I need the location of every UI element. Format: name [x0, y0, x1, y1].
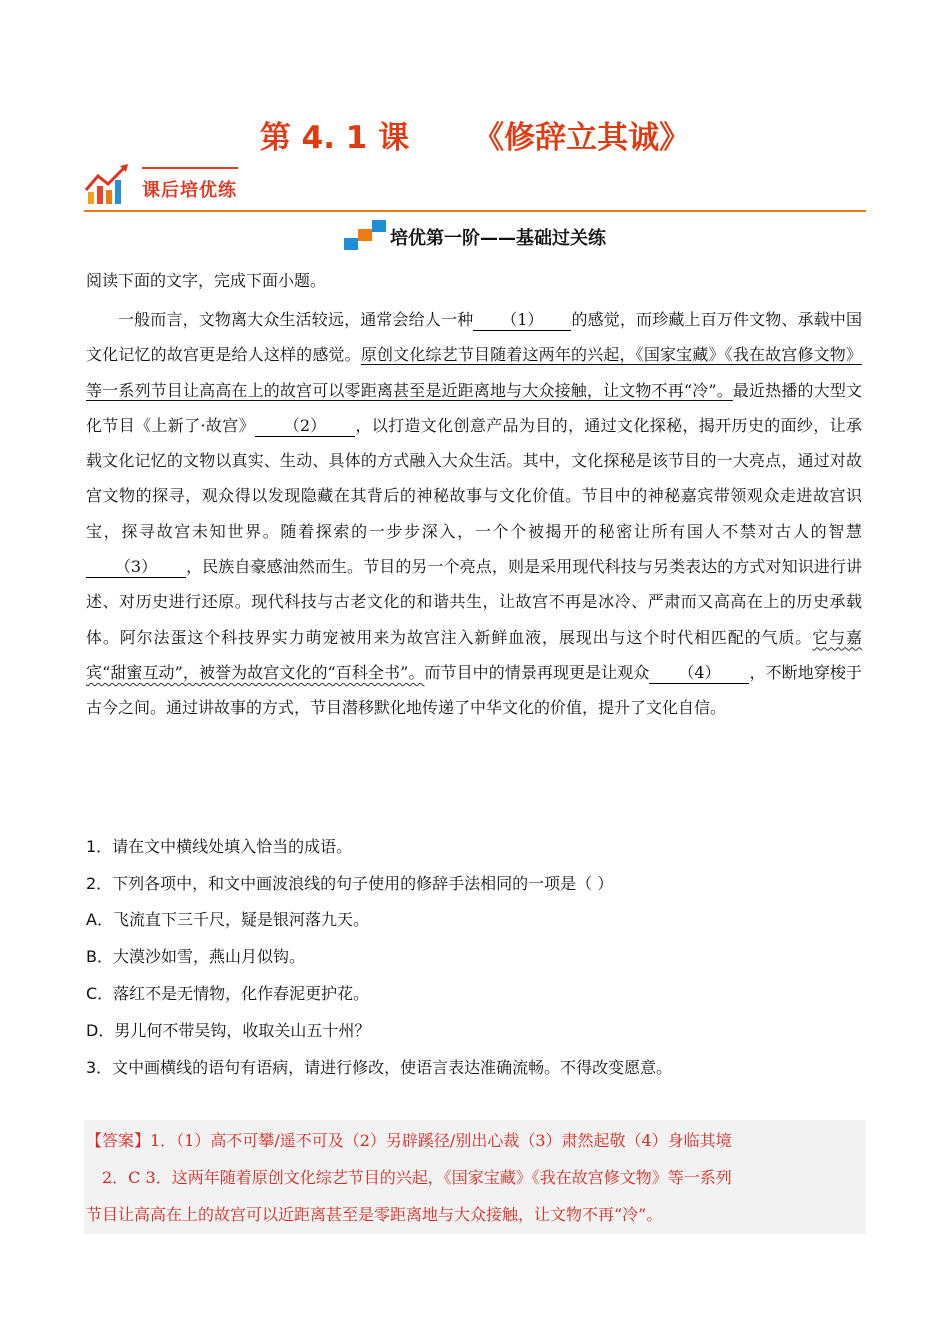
blank-2: （2） [255, 416, 355, 437]
passage-text: 一般而言，文物离大众生活较远，通常会给人一种 [118, 310, 474, 329]
banner-rule [84, 210, 866, 212]
passage-text: ，以打造文化创意产品为目的，通过文化探秘，揭开历史的面纱，让承载文化记忆的文物以真实、生动、具体的方式融入大众生活。其中，文化探秘是该节目的一大亮点，通过对故宫文物的探寻，观众得以发现隐藏在其背后的神秘故事与文化价值。节目中的神秘嘉宾带领观众走进故宫识宝，探寻故宫未知世界。随着探索的一步步深入，一个个被揭开的秘密让所有国人不禁对古人的智慧 [86, 415, 862, 541]
lesson-number: 第 4. 1 课 [259, 120, 410, 156]
passage-text: 的感觉，而珍藏上百万件文物、承载中国文化记忆的故宫更是给人这样的感觉。 [86, 310, 862, 365]
stairs-icon [344, 220, 386, 250]
underlined-sentence: 原创文化综艺节目随着这两年的兴起，《国家宝藏》《我在故宫修文物》等一系列节目让高高在上的故宫可以零距离甚至是近距离地与大众接触，让文物不再“冷”。 [86, 345, 862, 400]
instruction-text: 阅读下面的文字，完成下面小题。 [86, 271, 327, 290]
growth-chart-icon [84, 162, 136, 206]
passage-text: ，不断地穿梭于古今之间。通过讲故事的方式，节目潜移默化地传递了中华文化的价值，提升了文化自信。 [86, 662, 862, 718]
banner-label: 课后培优练 [142, 180, 237, 201]
answer-line: 节目让高高在上的故宫可以近距离甚至是零距离地与大众接触，让文物不再“冷”。 [86, 1205, 663, 1224]
answer-line: 【答案】1．（1）高不可攀/遥不可及（2）另辟蹊径/别出心裁（3）肃然起敬（4）身临其境 [86, 1131, 732, 1150]
passage-text: 而节目中的情景再现更是让观众 [424, 662, 650, 682]
passage-text: 最近热播的大型文化节目《上新了·故宫》 [86, 380, 862, 435]
banner-accent-line [142, 167, 238, 169]
section-title: 培优第一阶——基础过关练 [390, 228, 606, 249]
option-b: B．大漠沙如雪，燕山月似钩。 [86, 947, 305, 966]
question-1: 1．请在文中横线处填入恰当的成语。 [86, 837, 353, 856]
reading-passage [86, 302, 862, 726]
option-c: C．落红不是无情物，化作春泥更护花。 [86, 984, 370, 1003]
option-d: D．男儿何不带吴钩，收取关山五十州？ [86, 1021, 371, 1040]
page-title [0, 112, 950, 157]
answer-box [84, 1120, 866, 1234]
blank-1: （1） [473, 310, 571, 331]
blank-3: （3） [86, 557, 186, 578]
answer-line: 2．C 3．这两年随着原创文化综艺节目的兴起，《国家宝藏》《我在故宫修文物》等一系列 [102, 1168, 732, 1187]
wavy-underlined-sentence: 它与嘉宾“甜蜜互动”，被誉为故宫文化的“百科全书”。 [86, 627, 862, 682]
passage-text: ，民族自豪感油然而生。节目的另一个亮点，则是采用现代科技与另类表达的方式对知识进行讲述、对历史进行还原。现代科技与古老文化的和谐共生，让故宫不再是冰冷、严肃而又高高在上的历史承载体。阿尔法蛋这个科技界实力萌宠被用来为故宫注入新鲜血液，展现出与这个时代相匹配的气质。 [86, 557, 862, 647]
exercise-banner [84, 160, 866, 212]
section-heading [0, 220, 950, 250]
question-3: 3．文中画横线的语句有语病，请进行修改，使语言表达准确流畅。不得改变愿意。 [86, 1058, 673, 1077]
blank-4: （4） [649, 663, 749, 684]
lesson-title: 《修辞立其诚》 [473, 120, 691, 156]
option-a: A．飞流直下三千尺，疑是银河落九天。 [86, 910, 369, 929]
question-2: 2．下列各项中，和文中画波浪线的句子使用的修辞手法相同的一项是（ ） [86, 874, 614, 893]
